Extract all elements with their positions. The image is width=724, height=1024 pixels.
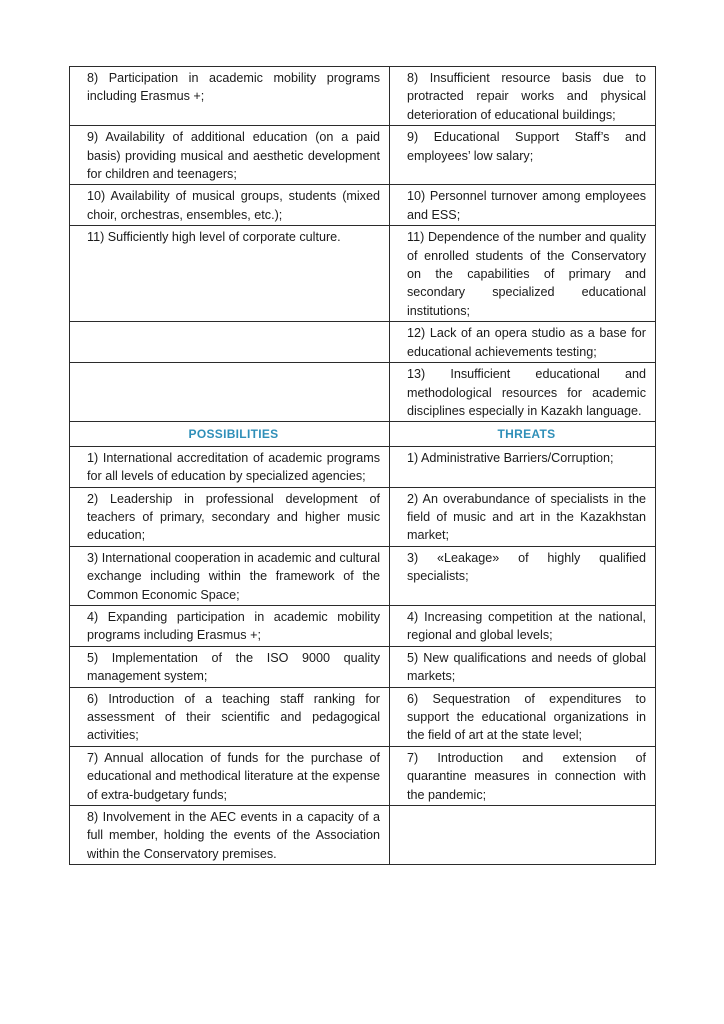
possibility-item-8: 8) Involvement in the AEC events in a capacity of a full member, holding the events of the Association within the Conservatory premises. bbox=[70, 806, 390, 865]
strength-item-10: 10) Availability of musical groups, students (mixed choir, orchestras, ensembles, etc.); bbox=[70, 185, 390, 226]
table-row bbox=[70, 446, 656, 487]
table-row bbox=[70, 546, 656, 605]
table-row bbox=[70, 126, 656, 185]
table-row bbox=[70, 487, 656, 546]
table-row bbox=[70, 185, 656, 226]
threat-item-7: 7) Introduction and extension of quarantine measures in connection with the pandemic; bbox=[390, 746, 656, 805]
strength-item-9: 9) Availability of additional education (on a paid basis) providing musical and aesthetic development for children and teenagers; bbox=[70, 126, 390, 185]
threat-item-1: 1) Administrative Barriers/Corruption; bbox=[390, 446, 656, 487]
strength-item-11: 11) Sufficiently high level of corporate culture. bbox=[70, 226, 390, 322]
possibility-item-6: 6) Introduction of a teaching staff ranking for assessment of their scientific and pedagogical activities; bbox=[70, 687, 390, 746]
weakness-item-12: 12) Lack of an opera studio as a base for educational achievements testing; bbox=[390, 322, 656, 363]
table-row bbox=[70, 67, 656, 126]
threat-item-6: 6) Sequestration of expenditures to support the educational organizations in the field of art at the state level; bbox=[390, 687, 656, 746]
table-row bbox=[70, 806, 656, 865]
possibility-item-1: 1) International accreditation of academic programs for all levels of education by specialized agencies; bbox=[70, 446, 390, 487]
threat-item-3: 3) «Leakage» of highly qualified specialists; bbox=[390, 546, 656, 605]
table-row bbox=[70, 646, 656, 687]
section-header-row bbox=[70, 422, 656, 446]
threat-item-4: 4) Increasing competition at the national, regional and global levels; bbox=[390, 605, 656, 646]
empty-cell bbox=[70, 322, 390, 363]
possibilities-heading: POSSIBILITIES bbox=[70, 422, 390, 446]
weakness-item-9: 9) Educational Support Staff’s and employees’ low salary; bbox=[390, 126, 656, 185]
empty-cell bbox=[70, 363, 390, 422]
weaknesses-threats-body bbox=[70, 67, 656, 865]
strength-item-8: 8) Participation in academic mobility programs including Erasmus +; bbox=[70, 67, 390, 126]
possibility-item-5: 5) Implementation of the ISO 9000 quality management system; bbox=[70, 646, 390, 687]
weakness-item-10: 10) Personnel turnover among employees and ESS; bbox=[390, 185, 656, 226]
threats-heading: THREATS bbox=[390, 422, 656, 446]
table-row bbox=[70, 363, 656, 422]
possibility-item-3: 3) International cooperation in academic and cultural exchange including within the framework of the Common Economic Space; bbox=[70, 546, 390, 605]
empty-cell bbox=[390, 806, 656, 865]
table-row bbox=[70, 322, 656, 363]
weakness-item-13: 13) Insufficient educational and methodological resources for academic disciplines especially in Kazakh language. bbox=[390, 363, 656, 422]
table-row bbox=[70, 687, 656, 746]
threat-item-2: 2) An overabundance of specialists in the field of music and art in the Kazakhstan market; bbox=[390, 487, 656, 546]
threat-item-5: 5) New qualifications and needs of global markets; bbox=[390, 646, 656, 687]
possibility-item-4: 4) Expanding participation in academic mobility programs including Erasmus +; bbox=[70, 605, 390, 646]
swot-table bbox=[69, 66, 656, 865]
possibility-item-2: 2) Leadership in professional development of teachers of primary, secondary and higher music education; bbox=[70, 487, 390, 546]
table-row bbox=[70, 226, 656, 322]
weakness-item-11: 11) Dependence of the number and quality of enrolled students of the Conservatory on the capabilities of primary and secondary specialized educational institutions; bbox=[390, 226, 656, 322]
weakness-item-8: 8) Insufficient resource basis due to protracted repair works and physical deterioration of educational buildings; bbox=[390, 67, 656, 126]
possibility-item-7: 7) Annual allocation of funds for the purchase of educational and methodical literature at the expense of extra-budgetary funds; bbox=[70, 746, 390, 805]
table-row bbox=[70, 746, 656, 805]
table-row bbox=[70, 605, 656, 646]
